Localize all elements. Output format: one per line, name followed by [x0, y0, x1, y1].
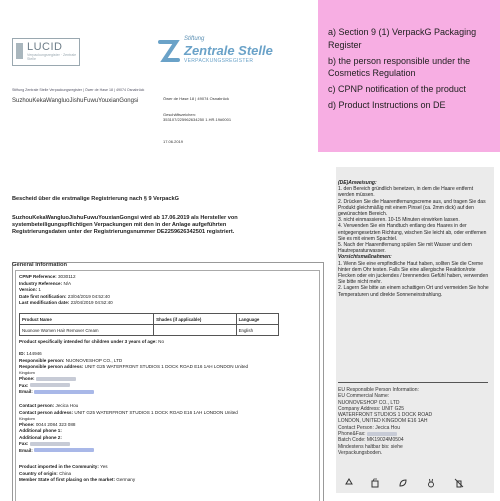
resp-address-value: UNIT G25 WATERFRONT STUDIOS 1 DOCK ROAD E16 1AH LONDON United	[84, 364, 249, 369]
phone-fax-redacted	[367, 432, 397, 436]
resp-value: NUONOVESHOP CO., LTD	[65, 357, 123, 363]
eu-info-line: Company Address: UNIT G25	[338, 405, 405, 412]
version-label: Version:	[19, 287, 38, 292]
zsvr-line1: Stiftung	[184, 36, 205, 42]
eu-info-line: LONDON, UNITED KINGDOM E16 1AH	[338, 418, 428, 425]
email2-redacted[interactable]	[34, 448, 94, 452]
eu-info-line: WATERFRONT STUDIOS 1 DOCK ROAD	[338, 412, 433, 419]
last-modification-label: Last modification date:	[19, 300, 70, 305]
children-value: No	[158, 339, 165, 344]
add-phone1-row	[19, 428, 62, 433]
imported-label: Product imported in the Community:	[19, 464, 99, 469]
fax2-redacted	[30, 442, 70, 446]
eu-info-line: EU Commercial Name:	[338, 393, 390, 400]
product-table-header	[20, 314, 279, 325]
industry-label: Industry Reference:	[19, 280, 63, 286]
last-modification-value: 23/04/2019 04:52:40	[70, 300, 113, 305]
contact-address-value: UNIT G25 WATERFRONT STUDIOS 1 DOCK ROAD E16 1AH LONDON United	[74, 409, 238, 415]
member-state-value: Germany	[116, 477, 136, 482]
industry-row	[19, 281, 71, 286]
zsvr-logo	[158, 36, 300, 76]
eu-info-line: EU Responsible Person Information:	[338, 387, 419, 393]
email-redacted[interactable]	[34, 390, 94, 394]
phone-redacted	[36, 377, 76, 381]
product-table	[19, 313, 279, 336]
letter-body-line: Registrierungsdaten unter der Registrierungsnummer DE2259626342501 registriert.	[12, 229, 235, 236]
fax2-row	[19, 441, 70, 446]
warning-item: 1. Wenn Sie eine empfindliche Haut haben, sollten Sie die Creme hinter dem Ohr testen. Falls Sie eine allergische Reaktion/rote Flecken oder ein juckendes / brennendes Gefühl haben, verwenden Sie bitte nicht mehr.	[338, 260, 489, 286]
eu-info-line: Contact Person: Jecica Hou	[338, 424, 400, 431]
phone-fax-label: Phone&Fax:	[338, 431, 366, 438]
eu-info-line: Mindestens haltbar bis: siehe	[338, 443, 403, 450]
reference-value: 353107/225962634250 1.HR.19#0001	[163, 117, 232, 122]
callout-item-d: d) Product Instructions on DE	[328, 100, 446, 110]
col-product-name: Product Name	[20, 314, 154, 325]
reference-label: Geschäftszeichen:	[163, 112, 196, 117]
table-row	[20, 325, 279, 336]
col-shades: Shades (if applicable)	[154, 314, 236, 325]
last-modification-row	[19, 300, 113, 305]
contact-phone-value: 0044 2084 323 088	[35, 421, 76, 427]
contact-row	[19, 403, 78, 408]
origin-value: China	[59, 470, 72, 476]
imported-value: Yes	[100, 464, 108, 469]
resp-address-line2: Kingdom	[19, 370, 35, 375]
divider	[338, 382, 488, 383]
callout-item-c: c) CPNP notification of the product	[328, 84, 466, 94]
fax2-label: Fax:	[19, 441, 29, 446]
lucid-logo	[12, 38, 80, 66]
fax-label: Fax:	[19, 382, 29, 388]
children-label: Product specifically intended for children under 3 years of age:	[19, 339, 157, 344]
children-row	[19, 339, 164, 344]
packaging-icons	[340, 478, 490, 490]
product-name-cell: Nuonove Women Hair Remover Cream	[20, 325, 154, 336]
letter-body-line: systembeteiligungspflichtigen Verpackungen mit den in der Anlage aufgeführten	[12, 222, 227, 229]
letter-body	[12, 215, 312, 237]
lucid-mark-icon	[16, 43, 23, 59]
eu-info-line: Batch Code: MK19024M0504	[338, 437, 404, 444]
bin-icon	[454, 478, 464, 488]
lucid-wordmark: LUCID	[27, 41, 63, 53]
contact-address-line2: Kingdom	[19, 415, 35, 421]
first-notification-label: Date first notification:	[19, 293, 67, 299]
instructions-block	[338, 180, 490, 298]
sender-line: Stiftung Zentrale Stelle Verpackungsregister | Öwer de Hase 18 | 49074 Osnabrück	[12, 88, 145, 92]
resp-address-row	[19, 364, 248, 369]
instructions-heading: (DE)Anweisung:	[338, 180, 377, 186]
zsvr-mark-icon	[158, 38, 180, 64]
fax-row	[19, 383, 70, 388]
add-phone2-row	[19, 435, 62, 440]
imported-row	[19, 464, 108, 469]
instruction-step: 2. Drücken Sie die Haarentfernungscreme aus, und tragen Sie das Produkt gleichmäßig mit einem Pinsel (ca. 2mm dick) auf den gewünschten Bereich.	[338, 198, 486, 218]
letter-subject: Bescheid über die erstmalige Registrierung nach § 9 VerpackG	[12, 196, 179, 202]
letter-body-line: SuzhouKekaWangluoJishuFuwuYouxianGongsi wird ab 17.06.2019 als Hersteller von	[12, 215, 238, 221]
version-row	[19, 287, 41, 292]
callout-item-a: a) Section 9 (1) VerpackG Packaging Register	[328, 27, 477, 50]
zsvr-line3: VERPACKUNGSREGISTER	[184, 58, 254, 64]
id-label: ID:	[19, 351, 26, 356]
eu-info-line: NUONOVESHOP CO., LTD	[338, 399, 400, 406]
instruction-step: 1. den Bereich gründlich benetzen, in dem die Haare entfernt werden müssen.	[338, 186, 474, 199]
resp-address-label: Responsible person address:	[19, 364, 84, 369]
resp-label: Responsible person:	[19, 357, 65, 363]
version-value: 1	[38, 287, 41, 292]
cpnp-row	[19, 274, 76, 279]
instruction-step: 4. Verwenden Sie ein Handtuch entlang des Haares in der entgegengesetzten Richtung, wischen Sie leicht ab, oder entfernen Sie es mit einem Spachtel.	[338, 223, 487, 242]
warnings-heading: Vorsichtsmaßnahmen:	[338, 254, 392, 261]
email2-row	[19, 448, 94, 453]
first-notification-row	[19, 294, 110, 299]
recipient-name: SuzhouKekaWangluoJishuFuwuYouxianGongsi	[12, 98, 139, 104]
email-row	[19, 389, 94, 394]
add-phone1-label: Additional phone 1:	[19, 428, 62, 433]
contact-label: Contact person:	[19, 403, 55, 408]
origin-label: Country of origin:	[19, 470, 58, 476]
reference-block	[163, 112, 231, 122]
instruction-step: 3. nicht einmassieren. 10-15 Minuten einwirken lassen.	[338, 217, 460, 224]
phone-label: Phone:	[19, 376, 35, 381]
lucid-subtitle: Verpackungsregister · Zentrale Stelle	[27, 53, 77, 61]
origin-row	[19, 471, 71, 476]
industry-value: N/A	[63, 280, 72, 286]
first-notification-value: 23/04/2019 04:52:40	[67, 293, 110, 299]
add-phone2-label: Additional phone 2:	[19, 434, 62, 440]
bunny-icon	[426, 478, 436, 488]
fax-redacted	[30, 383, 70, 387]
member-state-row	[19, 477, 135, 482]
contact-phone-label: Phone:	[19, 421, 35, 427]
instruction-step: 5. Nach der Haarentfernung spülen Sie mit Wasser und dem Hautreparaturwasser.	[338, 242, 472, 255]
eu-responsible-info	[338, 387, 490, 456]
cpnp-label: CPNP Reference:	[19, 274, 57, 279]
contact-value: Jecica Hou	[55, 403, 79, 408]
general-info-title: General information	[12, 262, 68, 268]
id-value: 144946	[26, 351, 42, 356]
shades-cell	[154, 325, 236, 336]
sender-address: Öwer de Hase 18 | 49074 Osnabrück	[163, 96, 229, 101]
col-language: Language	[236, 314, 278, 325]
id-row	[19, 351, 42, 356]
email2-label: Email:	[19, 447, 33, 453]
member-state-label: Member State of first placing on the market:	[19, 477, 115, 482]
phone-row	[19, 376, 76, 381]
contact-address-row	[19, 410, 238, 415]
recycle-icon	[344, 478, 354, 488]
contact-address-label: Contact person address:	[19, 409, 74, 415]
language-cell: English	[236, 325, 278, 336]
contact-phone-row	[19, 422, 75, 427]
open-jar-icon	[370, 478, 380, 488]
email-label: Email:	[19, 389, 33, 394]
callout-list	[328, 26, 492, 115]
leaf-icon	[398, 478, 408, 488]
letter-date: 17.06.2019	[163, 139, 184, 144]
cpnp-value: 3030112	[57, 274, 76, 279]
zsvr-line2: Zentrale Stelle	[184, 43, 273, 58]
resp-row	[19, 358, 122, 363]
warning-item: 2. Lagern Sie bitte an einem schattigen Ort und vermeiden Sie hohe Temperaturen und direkte Sonneneinstrahlung.	[338, 285, 489, 298]
eu-info-line: Verpackungsboden.	[338, 449, 383, 456]
callout-item-b: b) the person responsible under the Cosmetics Regulation	[328, 55, 471, 78]
